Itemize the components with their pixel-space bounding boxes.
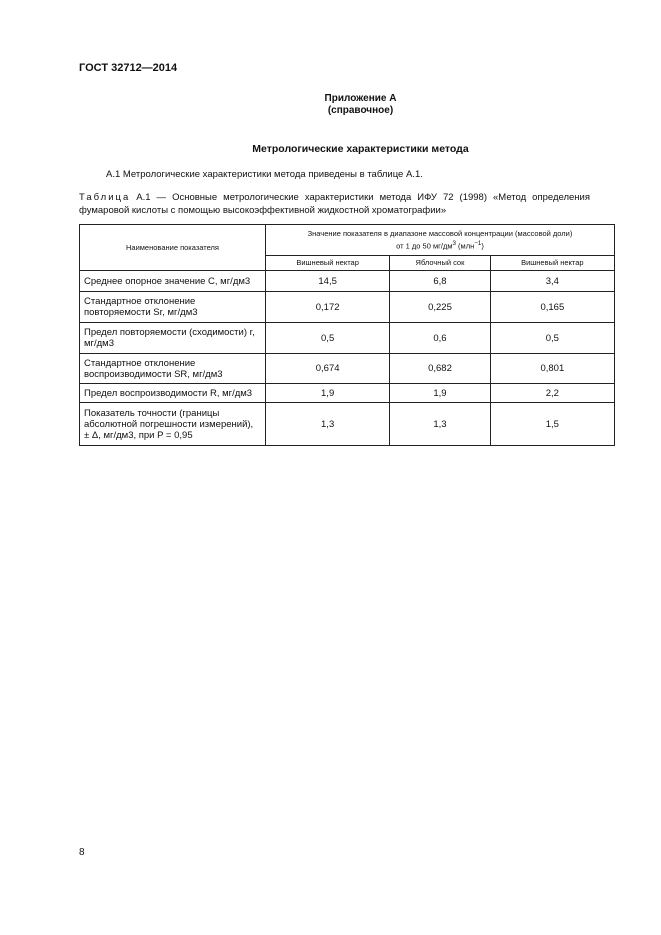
cell-value: 1,3 (390, 403, 490, 446)
table-row (80, 354, 615, 384)
column-header-sample-2: Яблочный сок (390, 255, 490, 270)
metrology-table (79, 224, 615, 446)
table-row (80, 403, 615, 446)
cell-value: 0,682 (390, 354, 490, 384)
cell-value: 6,8 (390, 271, 490, 292)
cell-value: 1,9 (390, 384, 490, 403)
page-number: 8 (79, 847, 85, 858)
cell-value: 1,3 (266, 403, 390, 446)
row-label: Показатель точности (границы абсолютной погрешности измерений), ± Δ, мг/дм3, при P = 0,95 (80, 403, 266, 446)
row-label: Предел повторяемости (сходимости) r, мг/дм3 (80, 323, 266, 354)
cell-value: 2,2 (490, 384, 614, 403)
row-label: Стандартное отклонение воспроизводимости SR, мг/дм3 (80, 354, 266, 384)
conc-header-sup2: −1 (474, 239, 482, 247)
conc-header-line1: Значение показателя в диапазоне массовой концентрации (массовой доли) (307, 228, 573, 238)
cell-value: 14,5 (266, 271, 390, 292)
table-row (80, 323, 615, 354)
intro-paragraph: А.1 Метрологические характеристики метода приведены в таблице А.1. (106, 169, 423, 180)
column-header-sample-3: Вишневый нектар (490, 255, 614, 270)
cell-value: 3,4 (490, 271, 614, 292)
row-label: Стандартное отклонение повторяемости Sr, мг/дм3 (80, 292, 266, 323)
param-column-header: Наименование показателя (80, 225, 266, 271)
section-title: Метрологические характеристики метода (252, 143, 469, 155)
table-row (80, 292, 615, 323)
table-row (80, 271, 615, 292)
cell-value: 0,6 (390, 323, 490, 354)
table-caption (79, 192, 590, 217)
row-label: Среднее опорное значение C, мг/дм3 (80, 271, 266, 292)
cell-value: 0,172 (266, 292, 390, 323)
table-row (80, 384, 615, 403)
cell-value: 0,225 (390, 292, 490, 323)
conc-header-end: ) (481, 241, 484, 251)
table-caption-label: Таблица (79, 192, 131, 203)
appendix-title: Приложение А (324, 93, 397, 104)
cell-value: 1,5 (490, 403, 614, 446)
conc-header-line2: от 1 до 50 мг/дм (396, 241, 453, 251)
conc-header-sup: 3 (452, 239, 456, 247)
cell-value: 0,674 (266, 354, 390, 384)
cell-value: 0,5 (266, 323, 390, 354)
table-caption-text: А.1 — Основные метрологические характеристики метода ИФУ 72 (1998) «Метод определения фумаровой кислоты с помощью высокоэффективной жидкостной хроматографии» (79, 192, 590, 216)
appendix-subtitle: (справочное) (327, 105, 394, 116)
cell-value: 0,801 (490, 354, 614, 384)
column-header-sample-1: Вишневый нектар (266, 255, 390, 270)
concentration-column-header (266, 225, 615, 256)
cell-value: 1,9 (266, 384, 390, 403)
conc-header-line2-tail: (млн (455, 241, 475, 251)
document-code: ГОСТ 32712—2014 (79, 62, 178, 74)
row-label: Предел воспроизводимости R, мг/дм3 (80, 384, 266, 403)
cell-value: 0,165 (490, 292, 614, 323)
cell-value: 0,5 (490, 323, 614, 354)
